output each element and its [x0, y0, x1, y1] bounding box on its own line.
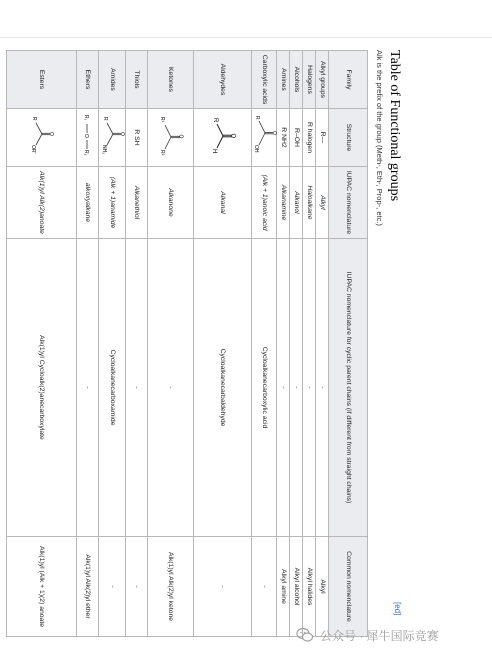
- aldehyde-structure: [210, 116, 236, 160]
- header-family: Family: [329, 51, 368, 109]
- edit-link[interactable]: [ed]: [393, 602, 402, 616]
- structure-cell: [148, 109, 194, 167]
- iupac-cell: Alkanal: [194, 167, 252, 239]
- common-cell: Alkyl: [316, 537, 329, 637]
- structure-cell: [252, 109, 277, 167]
- table-row: [194, 51, 252, 637]
- iupac-cell: Alkanone: [148, 167, 194, 239]
- family-cell: Alcohols: [290, 51, 303, 109]
- table-row: [99, 51, 126, 637]
- svg-text:O: O: [48, 131, 55, 136]
- cyclic-cell: -: [316, 239, 329, 537]
- table-row: [303, 51, 316, 637]
- svg-text:H: H: [211, 148, 218, 153]
- svg-text:O: O: [178, 134, 184, 138]
- svg-text:O: O: [119, 131, 125, 136]
- iupac-cell: Alkanamine: [277, 167, 290, 239]
- common-cell: Alk(1)yl Alk(2)yl ether: [77, 537, 99, 637]
- ether-structure: [81, 114, 95, 162]
- iupac-cell: Alkyl: [316, 167, 329, 239]
- svg-text:O: O: [271, 130, 277, 135]
- common-cell: -: [252, 537, 277, 637]
- header-common: Common nomenclature: [329, 537, 368, 637]
- svg-text:NH₂: NH₂: [101, 144, 107, 154]
- svg-text:OH: OH: [253, 144, 259, 152]
- structure-cell: [77, 109, 99, 167]
- table-row: [148, 51, 194, 637]
- svg-text:O: O: [230, 133, 236, 138]
- structure-cell: R SH: [126, 109, 148, 167]
- svg-text:R¹: R¹: [159, 116, 166, 122]
- table-row: [316, 51, 329, 637]
- iupac-cell: Alk(1)yl Alk(2)anoate: [7, 167, 77, 239]
- structure-cell: [99, 109, 126, 167]
- family-cell: Halogens: [303, 51, 316, 109]
- family-cell: Alkyl groups: [316, 51, 329, 109]
- carboxylic-acid-structure: [253, 115, 275, 161]
- iupac-cell: Alkanol: [290, 167, 303, 239]
- iupac-cell: Alkanethiol: [126, 167, 148, 239]
- svg-text:OR': OR': [30, 144, 37, 153]
- cyclic-cell: -: [277, 239, 290, 537]
- common-cell: -: [99, 537, 126, 637]
- svg-text:R: R: [212, 117, 219, 122]
- family-cell: Aldehydes: [194, 51, 252, 109]
- structure-cell: R halogen: [303, 109, 316, 167]
- table-header-row: [329, 51, 368, 637]
- iupac-cell: (Alk + 1)anamide: [99, 167, 126, 239]
- cyclic-cell: Alk(1)yl Cycloalk(2)anecarboxylate: [7, 239, 77, 537]
- table-row: [252, 51, 277, 637]
- page-subtitle: Alk is the prefix of the group (Meth-, Eth-, Prop-, etc.): [375, 50, 384, 226]
- watermark: [296, 624, 486, 646]
- svg-text:R²: R²: [159, 149, 166, 155]
- common-cell: Alkyl amine: [277, 537, 290, 637]
- cyclic-cell: -: [303, 239, 316, 537]
- structure-cell: [194, 109, 252, 167]
- structure-cell: R–OH: [290, 109, 303, 167]
- svg-text:R: R: [254, 115, 260, 120]
- structure-cell: [7, 109, 77, 167]
- table-row: [290, 51, 303, 637]
- common-cell: Alkyl halides: [303, 537, 316, 637]
- header-cyclic: IUPAC nomenclature for cyclic parent chains (if different from straight chains): [329, 239, 368, 537]
- common-cell: Alkyl alcohol: [290, 537, 303, 637]
- table-row: [77, 51, 99, 637]
- structure-cell: R—: [316, 109, 329, 167]
- amide-structure: [100, 115, 124, 161]
- iupac-cell: Haloalkane: [303, 167, 316, 239]
- ester-structure: [29, 115, 55, 161]
- cyclic-cell: -: [148, 239, 194, 537]
- functional-groups-table: [6, 50, 368, 637]
- svg-text:R: R: [31, 116, 38, 121]
- family-cell: Ketones: [148, 51, 194, 109]
- cyclic-cell: Cycloalkanecarboxamide: [99, 239, 126, 537]
- cyclic-cell: Cycloalkanecarbaldehyde: [194, 239, 252, 537]
- table-row: [126, 51, 148, 637]
- table-row: [7, 51, 77, 637]
- common-cell: -: [194, 537, 252, 637]
- family-cell: Carboxylic acids: [252, 51, 277, 109]
- watermark-text: 公众号 · 犀牛国际竞赛: [320, 628, 439, 643]
- family-cell: Amines: [277, 51, 290, 109]
- cyclic-cell: Cycloalkanecarboxylic acid: [252, 239, 277, 537]
- common-cell: -: [126, 537, 148, 637]
- family-cell: Esters: [7, 51, 77, 109]
- svg-text:R₁: R₁: [83, 114, 90, 120]
- top-divider: [0, 37, 492, 38]
- header-structure: Structure: [329, 109, 368, 167]
- ketone-structure: [158, 116, 184, 160]
- table-row: [277, 51, 290, 637]
- structure-cell: R NH2: [277, 109, 290, 167]
- common-cell: Alk(1)yl Alk(2)yl ketone: [148, 537, 194, 637]
- svg-text:O: O: [83, 133, 90, 138]
- cyclic-cell: -: [126, 239, 148, 537]
- family-cell: Ethers: [77, 51, 99, 109]
- cyclic-cell: -: [290, 239, 303, 537]
- rotated-article: [0, 42, 408, 642]
- svg-text:R: R: [102, 116, 108, 121]
- family-cell: Thiols: [126, 51, 148, 109]
- iupac-cell: (Alk + 1)anoic acid: [252, 167, 277, 239]
- header-iupac: IUPAC nomenclature: [329, 167, 368, 239]
- common-cell: Alk(1)yl (Alk + 1)(2) anoate: [7, 537, 77, 637]
- iupac-cell: alkoxyalkane: [77, 167, 99, 239]
- wechat-icon: [296, 626, 314, 644]
- family-cell: Amides: [99, 51, 126, 109]
- svg-text:R₂: R₂: [83, 149, 90, 156]
- cyclic-cell: -: [77, 239, 99, 537]
- page-title: Table of Functional groups: [387, 50, 402, 202]
